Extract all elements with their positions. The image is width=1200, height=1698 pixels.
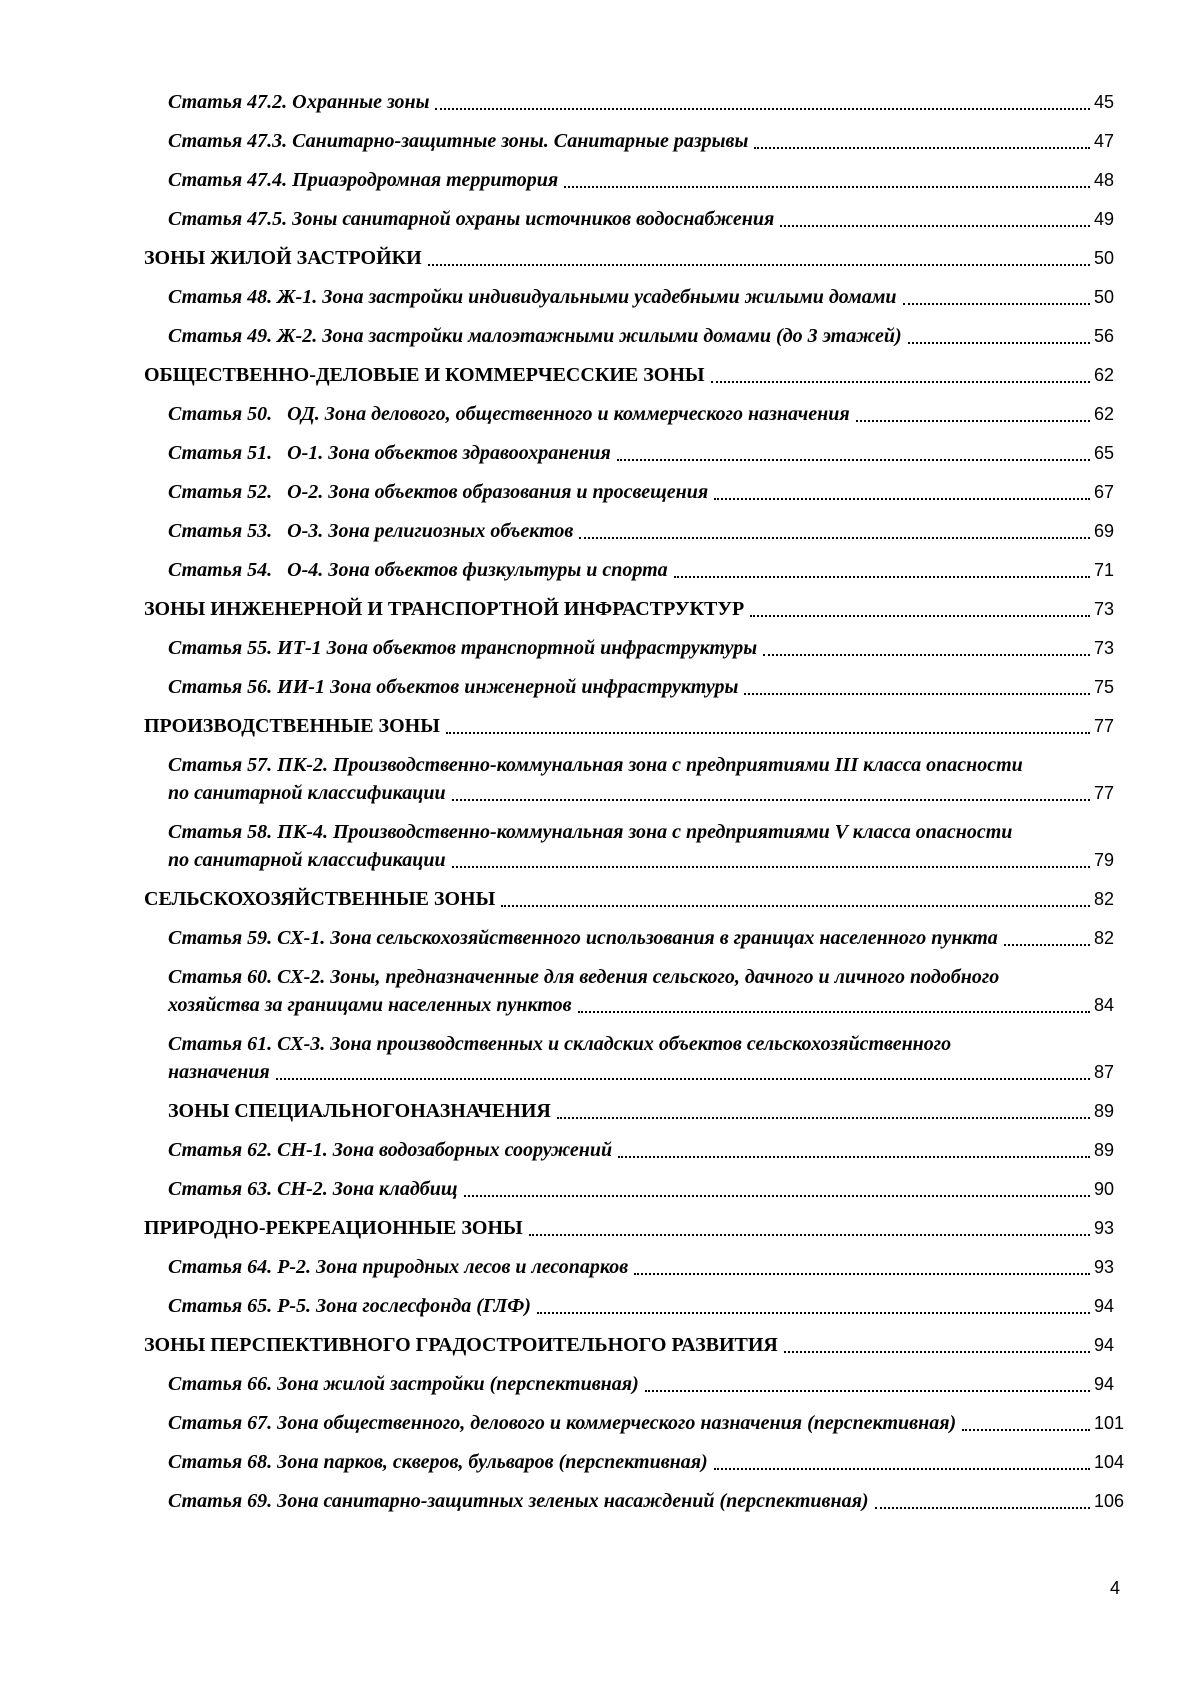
- dot-leader: [446, 732, 1090, 734]
- toc-page-number: 56: [1094, 326, 1115, 346]
- toc-entry-continuation: [168, 779, 1130, 807]
- dot-leader: [564, 186, 1090, 188]
- toc-entry-title: Статья 47.4. Приаэродромная территория: [168, 169, 559, 191]
- toc-entry-title: Статья 51. О-1. Зона объектов здравоохранения: [168, 442, 611, 464]
- toc-page-number: 82: [1094, 889, 1115, 909]
- toc-section-heading[interactable]: [144, 1097, 1130, 1125]
- toc-page-number: 69: [1094, 521, 1115, 541]
- toc-entry[interactable]: [144, 1292, 1130, 1320]
- dot-leader: [464, 1195, 1090, 1197]
- toc-page-number: 94: [1094, 1374, 1115, 1394]
- toc-entry[interactable]: [144, 673, 1130, 701]
- toc-page-number: 50: [1094, 248, 1115, 268]
- dot-leader: [754, 147, 1090, 149]
- toc-entry[interactable]: [144, 166, 1130, 194]
- dot-leader: [634, 1273, 1090, 1275]
- toc-entry-title: Статья 69. Зона санитарно-защитных зеленых насаждений (перспективная): [168, 1490, 869, 1512]
- toc-page-number: 87: [1094, 1062, 1115, 1082]
- toc-entry-title: ЗОНЫ ИНЖЕНЕРНОЙ И ТРАНСПОРТНОЙ ИНФРАСТРУКТУР: [144, 598, 745, 620]
- toc-page-number: 67: [1094, 482, 1115, 502]
- toc-page-number: 84: [1094, 995, 1115, 1015]
- toc-entry-continuation: [168, 1058, 1130, 1086]
- dot-leader: [750, 615, 1090, 617]
- toc-entry-title: Статья 57. ПК-2. Производственно-коммунальная зона с предприятиями III класса опасности: [168, 754, 1023, 776]
- toc-page-number: 62: [1094, 404, 1115, 424]
- toc-entry[interactable]: [144, 127, 1130, 155]
- toc-entry[interactable]: [144, 1448, 1130, 1476]
- toc-section-heading[interactable]: [144, 1214, 1130, 1242]
- toc-section-heading[interactable]: [144, 1331, 1130, 1359]
- toc-section-heading[interactable]: [144, 595, 1130, 623]
- toc-entry-title: Статья 61. СХ-3. Зона производственных и складских объектов сельскохозяйственного: [168, 1033, 952, 1055]
- toc-page-number: 77: [1094, 783, 1115, 803]
- toc-page-number: 49: [1094, 209, 1115, 229]
- toc-page-number: 50: [1094, 287, 1115, 307]
- dot-leader: [962, 1429, 1090, 1431]
- toc-entry-continuation: [168, 991, 1130, 1019]
- dot-leader: [784, 1351, 1090, 1353]
- toc-entry-title: Статья 68. Зона парков, скверов, бульваров (перспективная): [168, 1451, 708, 1473]
- toc-section-heading[interactable]: [144, 244, 1130, 272]
- dot-leader: [908, 342, 1090, 344]
- toc-entry-title: ЗОНЫ СПЕЦИАЛЬНОГОНАЗНАЧЕНИЯ: [168, 1100, 551, 1122]
- toc-page-number: 77: [1094, 716, 1115, 736]
- dot-leader: [903, 303, 1090, 305]
- dot-leader: [618, 1156, 1090, 1158]
- toc-entry-title-continued: назначения: [168, 1061, 270, 1083]
- dot-leader: [875, 1507, 1090, 1509]
- toc-entry-title: Статья 48. Ж-1. Зона застройки индивидуальными усадебными жилыми домами: [168, 286, 897, 308]
- dot-leader: [674, 576, 1090, 578]
- page-number: 4: [1110, 1578, 1121, 1598]
- dot-leader: [645, 1390, 1090, 1392]
- toc-entry[interactable]: [144, 963, 1130, 1019]
- toc-entry[interactable]: [144, 556, 1130, 584]
- toc-entry-title: Статья 62. СН-1. Зона водозаборных сооружений: [168, 1139, 613, 1161]
- toc-entry-title: Статья 47.3. Санитарно-защитные зоны. Санитарные разрывы: [168, 130, 749, 152]
- toc-entry-title: Статья 53. О-3. Зона религиозных объектов: [168, 520, 574, 542]
- toc-section-heading[interactable]: [144, 361, 1130, 389]
- toc-entry[interactable]: [144, 1409, 1130, 1437]
- toc-entry[interactable]: [144, 283, 1130, 311]
- toc-page-number: 75: [1094, 677, 1115, 697]
- toc-entry-title: ПРОИЗВОДСТВЕННЫЕ ЗОНЫ: [144, 715, 440, 737]
- toc-entry-title: Статья 63. СН-2. Зона кладбищ: [168, 1178, 458, 1200]
- toc-entry-title: ЗОНЫ ЖИЛОЙ ЗАСТРОЙКИ: [144, 247, 422, 269]
- toc-page-number: 94: [1094, 1296, 1115, 1316]
- dot-leader: [452, 799, 1090, 801]
- toc-entry[interactable]: [144, 478, 1130, 506]
- toc-entry[interactable]: [144, 1370, 1130, 1398]
- dot-leader: [435, 108, 1090, 110]
- dot-leader: [1004, 944, 1090, 946]
- toc-entry[interactable]: [144, 924, 1130, 952]
- toc-page-number: 101: [1094, 1413, 1125, 1433]
- dot-leader: [537, 1312, 1090, 1314]
- toc-page-number: 47: [1094, 131, 1115, 151]
- dot-leader: [579, 537, 1090, 539]
- toc-entry[interactable]: [144, 1487, 1130, 1515]
- toc-entry-title-continued: хозяйства за границами населенных пунктов: [168, 994, 572, 1016]
- toc-entry[interactable]: [144, 1253, 1130, 1281]
- toc-entry-title: Статья 64. Р-2. Зона природных лесов и лесопарков: [168, 1256, 629, 1278]
- toc-page-number: 106: [1094, 1491, 1125, 1511]
- toc-section-heading[interactable]: [144, 712, 1130, 740]
- toc-page-number: 89: [1094, 1101, 1115, 1121]
- dot-leader: [744, 693, 1090, 695]
- toc-page-number: 93: [1094, 1257, 1115, 1277]
- toc-entry-title: Статья 55. ИТ-1 Зона объектов транспортной инфраструктуры: [168, 637, 758, 659]
- toc-entry-title: Статья 54. О-4. Зона объектов физкультуры и спорта: [168, 559, 668, 581]
- toc-page-number: 65: [1094, 443, 1115, 463]
- dot-leader: [557, 1117, 1090, 1119]
- toc-entry-title: Статья 66. Зона жилой застройки (перспективная): [168, 1373, 639, 1395]
- dot-leader: [529, 1234, 1090, 1236]
- toc-entry-title: Статья 49. Ж-2. Зона застройки малоэтажными жилыми домами (до 3 этажей): [168, 325, 902, 347]
- toc-entry-title: Статья 58. ПК-4. Производственно-коммунальная зона с предприятиями V класса опасности: [168, 821, 1013, 843]
- dot-leader: [763, 654, 1090, 656]
- toc-entry-title: Статья 67. Зона общественного, делового и коммерческого назначения (перспективная): [168, 1412, 957, 1434]
- toc-page-number: 45: [1094, 92, 1115, 112]
- toc-entry-title: Статья 59. СХ-1. Зона сельскохозяйственного использования в границах населенного пункта: [168, 927, 998, 949]
- toc-entry[interactable]: [144, 322, 1130, 350]
- toc-page-number: 82: [1094, 928, 1115, 948]
- toc-page-number: 104: [1094, 1452, 1125, 1472]
- dot-leader: [856, 420, 1090, 422]
- toc-page-number: 79: [1094, 850, 1115, 870]
- toc-entry[interactable]: [144, 400, 1130, 428]
- dot-leader: [428, 264, 1090, 266]
- toc-entry-title-continued: по санитарной классификации: [168, 782, 446, 804]
- toc-entry-title: Статья 56. ИИ-1 Зона объектов инженерной инфраструктуры: [168, 676, 739, 698]
- toc-page-number: 73: [1094, 638, 1115, 658]
- toc-entry-title: Статья 60. СХ-2. Зоны, предназначенные для ведения сельского, дачного и личного подобного: [168, 966, 1000, 988]
- toc-entry-title: ЗОНЫ ПЕРСПЕКТИВНОГО ГРАДОСТРОИТЕЛЬНОГО РАЗВИТИЯ: [144, 1334, 778, 1356]
- toc-entry-title: СЕЛЬСКОХОЗЯЙСТВЕННЫЕ ЗОНЫ: [144, 888, 496, 910]
- table-of-contents: [144, 88, 1130, 1526]
- toc-entry[interactable]: [144, 88, 1130, 116]
- toc-entry-title: ОБЩЕСТВЕННО-ДЕЛОВЫЕ И КОММЕРЧЕССКИЕ ЗОНЫ: [144, 364, 705, 386]
- toc-entry[interactable]: [144, 517, 1130, 545]
- toc-section-heading[interactable]: [144, 885, 1130, 913]
- dot-leader: [714, 498, 1090, 500]
- toc-entry-title: ПРИРОДНО-РЕКРЕАЦИОННЫЕ ЗОНЫ: [144, 1217, 523, 1239]
- dot-leader: [617, 459, 1090, 461]
- toc-entry-continuation: [168, 846, 1130, 874]
- toc-entry-title: Статья 50. ОД. Зона делового, общественного и коммерческого назначения: [168, 403, 850, 425]
- toc-entry[interactable]: [144, 751, 1130, 807]
- toc-page-number: 90: [1094, 1179, 1115, 1199]
- toc-page-number: 89: [1094, 1140, 1115, 1160]
- dot-leader: [276, 1078, 1090, 1080]
- toc-entry[interactable]: [144, 634, 1130, 662]
- toc-entry[interactable]: [144, 439, 1130, 467]
- toc-entry-title: Статья 47.2. Охранные зоны: [168, 91, 430, 113]
- toc-page-number: 73: [1094, 599, 1115, 619]
- toc-entry-title-continued: по санитарной классификации: [168, 849, 446, 871]
- dot-leader: [452, 866, 1090, 868]
- dot-leader: [501, 905, 1090, 907]
- dot-leader: [711, 381, 1090, 383]
- toc-entry-title: Статья 65. Р-5. Зона гослесфонда (ГЛФ): [168, 1295, 531, 1317]
- toc-page-number: 62: [1094, 365, 1115, 385]
- dot-leader: [578, 1011, 1090, 1013]
- toc-entry[interactable]: [144, 1136, 1130, 1164]
- toc-entry[interactable]: [144, 1030, 1130, 1086]
- toc-page-number: 71: [1094, 560, 1115, 580]
- toc-entry[interactable]: [144, 818, 1130, 874]
- toc-page-number: 94: [1094, 1335, 1115, 1355]
- toc-entry-title: Статья 52. О-2. Зона объектов образования и просвещения: [168, 481, 709, 503]
- dot-leader: [780, 225, 1090, 227]
- toc-page-number: 93: [1094, 1218, 1115, 1238]
- toc-entry[interactable]: [144, 1175, 1130, 1203]
- toc-entry-title: Статья 47.5. Зоны санитарной охраны источников водоснабжения: [168, 208, 775, 230]
- toc-page-number: 48: [1094, 170, 1115, 190]
- dot-leader: [714, 1468, 1090, 1470]
- toc-entry[interactable]: [144, 205, 1130, 233]
